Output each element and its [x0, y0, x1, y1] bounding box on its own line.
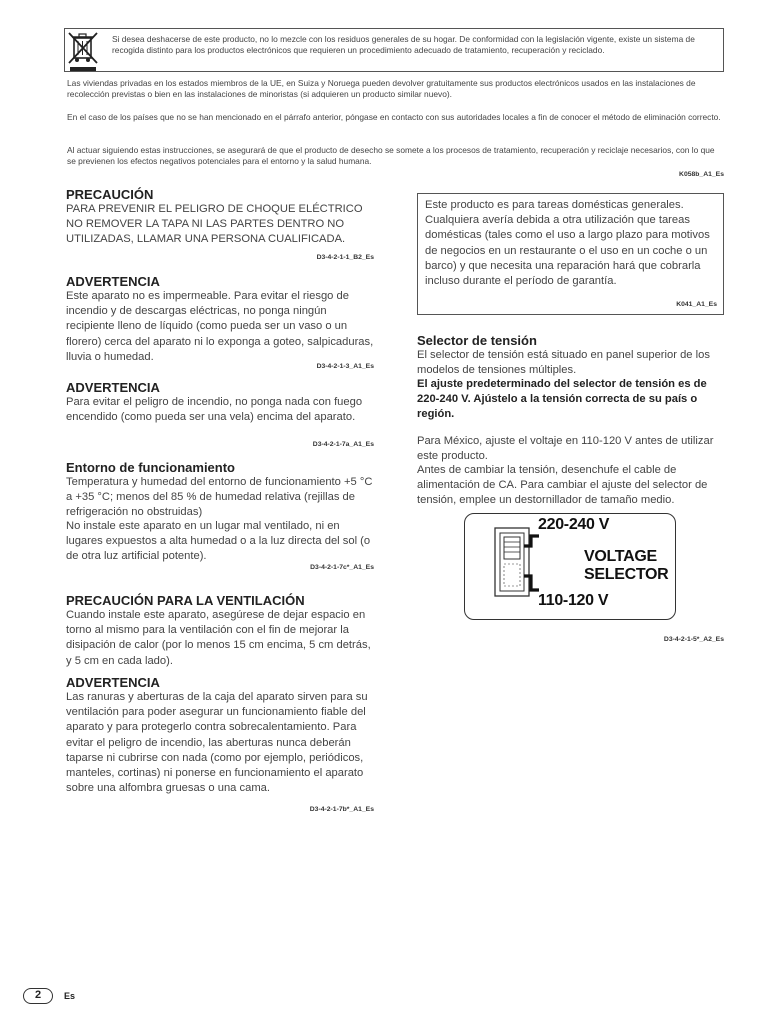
section-code: D3-4-2-1-3_A1_Es [316, 363, 374, 370]
page-number: 2 [23, 988, 53, 1004]
disposal-notice-text: Si desea deshacerse de este producto, no lo mezcle con los residuos generales de su hogar. De conformidad con la legislación vigente, existe un sistema de recogida distinto para los productos electrónicos que requieren un procedimiento adecuado de tratamiento, recuperación y reciclado. [112, 34, 695, 55]
section-code: K041_A1_Es [676, 301, 717, 308]
voltage-selector-diagram [464, 513, 676, 620]
domestic-use-notice-box [417, 193, 724, 315]
voltage-selector-body: El selector de tensión está situado en panel superior de los modelos de tensiones múltiples. [417, 349, 710, 377]
section-heading: ADVERTENCIA [66, 675, 160, 690]
mexico-note: Para México, ajuste el voltaje en 110-120 V antes de utilizar este producto. [417, 435, 714, 463]
section-body: Este aparato no es impermeable. Para evitar el riesgo de incendio y de descargas eléctricas, no ponga ningún recipiente lleno de líquido (como pueda ser un vaso o un florero) cerca del aparato ni lo exponga a goteo, salpicaduras, lluvia o humedad. [66, 290, 374, 363]
disposal-paragraph-3: Al actuar siguiendo estas instrucciones, se asegurará de que el producto de desecho se somete a los procesos de tratamiento, recuperación y reciclaje necesarios, con lo que se previenen los efectos negativos potenciales para el entorno y la salud humana. [67, 145, 715, 167]
section-code: D3-4-2-1-5*_A2_Es [663, 636, 724, 643]
voltage-selector-title-line2: SELECTOR [584, 566, 669, 583]
voltage-selector-heading: Selector de tensión [417, 333, 537, 348]
section-heading: ADVERTENCIA [66, 380, 160, 395]
section-heading: PRECAUCIÓN PARA LA VENTILACIÓN [66, 593, 305, 608]
crossed-out-wheelie-bin-icon [67, 30, 99, 72]
section-code: D3-4-2-1-1_B2_Es [316, 254, 374, 261]
section-body: Temperatura y humedad del entorno de funcionamiento +5 °C a +35 °C; menos del 85 % de humedad relativa (rejillas de refrigeración no obstruidas) [66, 476, 373, 519]
disposal-code: K058b_A1_Es [679, 171, 724, 178]
section-body: Cuando instale este aparato, asegúrese de dejar espacio en torno al mismo para la ventilación con el fin de mejorar la disipación de calor (por lo menos 15 cm encima, 5 cm detrás, y 5 cm en cada lado). [66, 609, 371, 667]
language-code: Es [64, 991, 76, 1001]
section-body: PARA PREVENIR EL PELIGRO DE CHOQUE ELÉCTRICO NO REMOVER LA TAPA NI LAS PARTES DENTRO NO UTILIZADAS, LLAMAR UNA PERSONA CUALIFICADA. [66, 203, 363, 246]
voltage-label-110-120: 110-120 V [538, 592, 609, 609]
voltage-change-instructions: Antes de cambiar la tensión, desenchufe el cable de alimentación de CA. Para cambiar el ajuste del selector de tensión, emplee un destornillador de tamaño medio. [417, 464, 708, 507]
section-code: D3-4-2-1-7b*_A1_Es [309, 806, 374, 813]
section-body: Las ranuras y aberturas de la caja del aparato sirven para su ventilación para poder asegurar un funcionamiento fiable del aparato y para protegerlo contra sobrecalentamiento. Para evitar el peligro de incendio, las aberturas nunca deberán taparse ni cubrirse con nada (como por ejemplo, periódicos, manteles, cortinas) ni ponerse en funcionamiento el aparato sobre una alfombra gruesas o una cama. [66, 691, 368, 795]
voltage-selector-title-line1: VOLTAGE [584, 548, 657, 565]
section-heading: ADVERTENCIA [66, 274, 160, 289]
section-heading: PRECAUCIÓN [66, 187, 154, 202]
section-heading: Entorno de funcionamiento [66, 460, 235, 475]
disposal-paragraph-1: Las viviendas privadas en los estados miembros de la UE, en Suiza y Noruega pueden devolver gratuitamente sus productos electrónicos usados en las instalaciones de recolección previstas o bien en las instalaciones de minoristas (si adquieren un producto similar nuevo). [67, 78, 696, 100]
section-code: D3-4-2-1-7c*_A1_Es [310, 564, 374, 571]
disposal-notice-box [64, 28, 724, 72]
voltage-label-220-240: 220-240 V [538, 516, 610, 533]
section-body: Para evitar el peligro de incendio, no ponga nada con fuego encendido (como pueda ser una vela) encima del aparato. [66, 396, 363, 424]
section-body: No instale este aparato en un lugar mal ventilado, ni en lugares expuestos a alta humedad o a la luz directa del sol (o de otra luz artificial potente). [66, 520, 371, 563]
section-code: D3-4-2-1-7a_A1_Es [312, 441, 374, 448]
voltage-selector-default-note: El ajuste predeterminado del selector de tensión es de 220-240 V. Ajústelo a la tensión correcta de su país o región. [417, 378, 707, 421]
domestic-use-notice-text: Este producto es para tareas domésticas generales. Cualquiera avería debida a otra utilización que tareas domésticas (tales como el uso a largo plazo para motivos de negocios en un restaurante o el uso en un coche o un barco) y que necesita una reparación hará que cobrarla incluso durante el período de garantía. [425, 199, 710, 288]
disposal-paragraph-2: En el caso de los países que no se han mencionado en el párrafo anterior, póngase en contacto con sus autoridades locales a fin de conocer el método de eliminación correcto. [67, 112, 721, 122]
